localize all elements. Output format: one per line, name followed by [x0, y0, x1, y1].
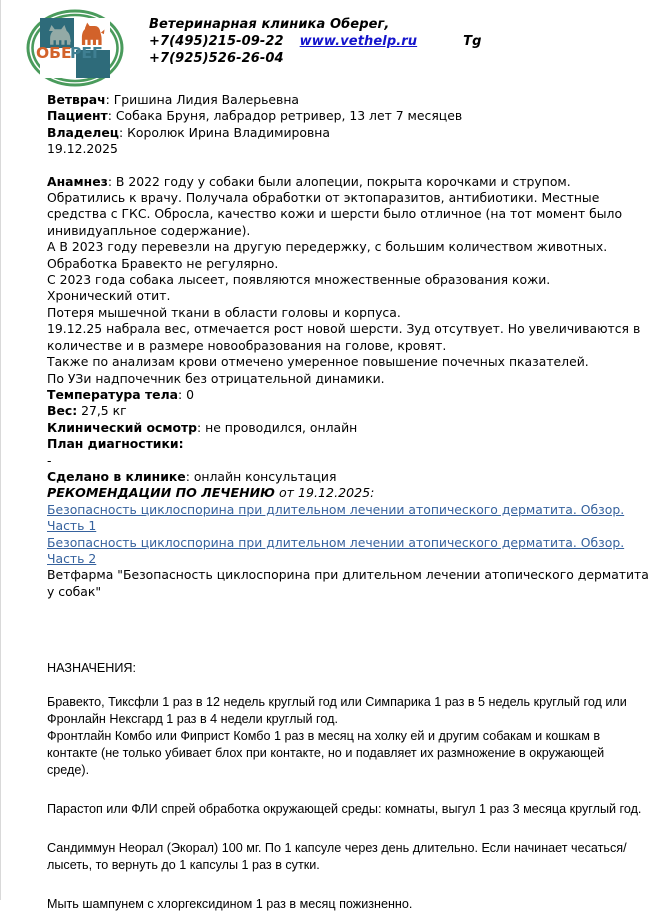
- anamnesis-label: Анамнез: [47, 173, 108, 189]
- telegram-label: Tg: [463, 34, 482, 49]
- clinic-logo: [1, 6, 149, 88]
- clinic-contact-block: [149, 6, 482, 67]
- recommendation-link[interactable]: Безопасность циклоспорина при длительном лечении атопического дерматита. Обзор. Часть 1: [47, 501, 625, 534]
- recommendations-title: РЕКОМЕНДАЦИИ ПО ЛЕЧЕНИЮ: [47, 485, 275, 501]
- patient-row: [47, 108, 649, 124]
- done-in-clinic-label: Сделано в клинике: [47, 468, 186, 484]
- vitals-block: [47, 387, 649, 485]
- anamnesis-line: По УЗи надпочечник без отрицательной динамики.: [47, 370, 385, 386]
- done-in-clinic-row: [47, 469, 649, 485]
- anamnesis-line: С 2023 года собака лысеет, появляются множественные образования кожи.: [47, 272, 551, 288]
- weight-value: 27,5 кг: [77, 403, 127, 419]
- clinic-logo-icon: [23, 8, 127, 88]
- logo-wordmark-part1: ОБЕ: [36, 44, 72, 62]
- recommendations-block: [47, 485, 649, 600]
- owner-value: : Королюк Ирина Владимировна: [118, 124, 330, 140]
- clinic-contact-row: [149, 33, 482, 50]
- anamnesis-line: Потеря мышечной ткани в области головы и корпуса.: [47, 304, 401, 320]
- clinical-exam-row: [47, 420, 649, 436]
- participants-block: [47, 92, 649, 158]
- owner-row: [47, 125, 649, 141]
- done-in-clinic-value: : онлайн консультация: [185, 468, 337, 484]
- temperature-value: : 0: [178, 386, 195, 402]
- clinic-phone-secondary: +7(925)526-26-04: [149, 51, 284, 66]
- anamnesis-block: [47, 174, 649, 387]
- assignment-paragraph: Сандиммун Неорал (Экорал) 100 мг. По 1 капсуле через день длительно. Если начинает чесаться/лысеть, то вернуть до 1 капсулы 1 раз в сутки.: [47, 841, 627, 873]
- clinical-exam-label: Клинический осмотр: [47, 419, 198, 435]
- recommendation-reference: Ветфарма "Безопасность циклоспорина при длительном лечении атопического дерматита у собак": [47, 567, 649, 599]
- temperature-row: [47, 387, 649, 403]
- patient-label: Пациент: [47, 108, 108, 124]
- consultation-date: 19.12.2025: [47, 141, 118, 157]
- assignment-paragraph: Мыть шампунем с хлоргексидином 1 раз в месяц пожизненно.: [47, 897, 413, 912]
- anamnesis-line: Хронический отит.: [47, 288, 171, 304]
- diagnostic-plan-label: План диагностики:: [47, 436, 184, 452]
- recommendation-link[interactable]: Безопасность циклоспорина при длительном лечении атопического дерматита. Обзор. Часть 2: [47, 534, 625, 566]
- vet-value: : Гришина Лидия Валерьевна: [105, 92, 300, 107]
- vet-label: Ветврач: [47, 92, 106, 107]
- anamnesis-line: Также по анализам крови отмечено умеренное повышение почечных пказателей.: [47, 354, 589, 370]
- recommendations-heading: [47, 485, 649, 501]
- document-body: [1, 92, 663, 913]
- anamnesis-line: 19.12.25 набрала вес, отмечается рост новой шерсти. Зуд отсутвует. Но увеличиваются в количестве и в размере новообразования на голове, кровят.: [47, 321, 641, 353]
- assignment-paragraph: Парастоп или ФЛИ спрей обработка окружающей среды: комнаты, выгул 1 раз 3 месяца круглый год.: [47, 802, 642, 817]
- document-header: [1, 0, 663, 88]
- anamnesis-line: А В 2023 году перевезли на другую передержку, с большим количеством животных. Обработка Бравекто не регулярно.: [47, 239, 608, 271]
- logo-wordmark-part2: РЕГ: [70, 44, 102, 62]
- diagnostic-plan-value: -: [47, 452, 52, 468]
- vet-row: [47, 92, 649, 108]
- owner-label: Владелец: [47, 124, 119, 140]
- anamnesis-first-text: : В 2022 году у собаки были алопеции, покрыта корочками и струпом. Обратились к врачу. Получала обработки от эктопаразитов, антибиотики. Местные средства с ГКС. Обросла, качество кожи и шерсти было отличное (на тот момент было инивидуапльное содержание).: [47, 173, 623, 238]
- weight-row: [47, 403, 649, 419]
- clinic-name: Ветеринарная клиника Оберег,: [149, 17, 390, 32]
- patient-value: : Собака Бруня, лабрадор ретривер, 13 лет 7 месяцев: [107, 108, 463, 124]
- assignments-title: НАЗНАЧЕНИЯ:: [47, 661, 137, 676]
- clinic-phone-primary: +7(495)215-09-22: [149, 34, 284, 49]
- anamnesis-first-paragraph: [47, 174, 649, 240]
- temperature-label: Температура тела: [47, 386, 179, 402]
- clinic-website-link[interactable]: www.vethelp.ru: [299, 34, 418, 49]
- recommendations-date: от 19.12.2025:: [274, 485, 375, 501]
- clinical-exam-value: : не проводился, онлайн: [197, 419, 358, 435]
- assignments-block: [47, 660, 649, 913]
- weight-label: Вес:: [47, 403, 78, 419]
- assignment-paragraph: Бравекто, Тиксфли 1 раз в 12 недель круглый год или Симпарика 1 раз в 5 недель круглый год или Фронлайн Нексгард 1 раз в 4 недели круглый год. Фронтлайн Комбо или Фиприст Комбо 1 раз в месяц на холку ей и другим собакам и кошкам в контакте (не только убивает блох при контакте, но и подавляет их размножение в окружающей среде).: [47, 695, 627, 778]
